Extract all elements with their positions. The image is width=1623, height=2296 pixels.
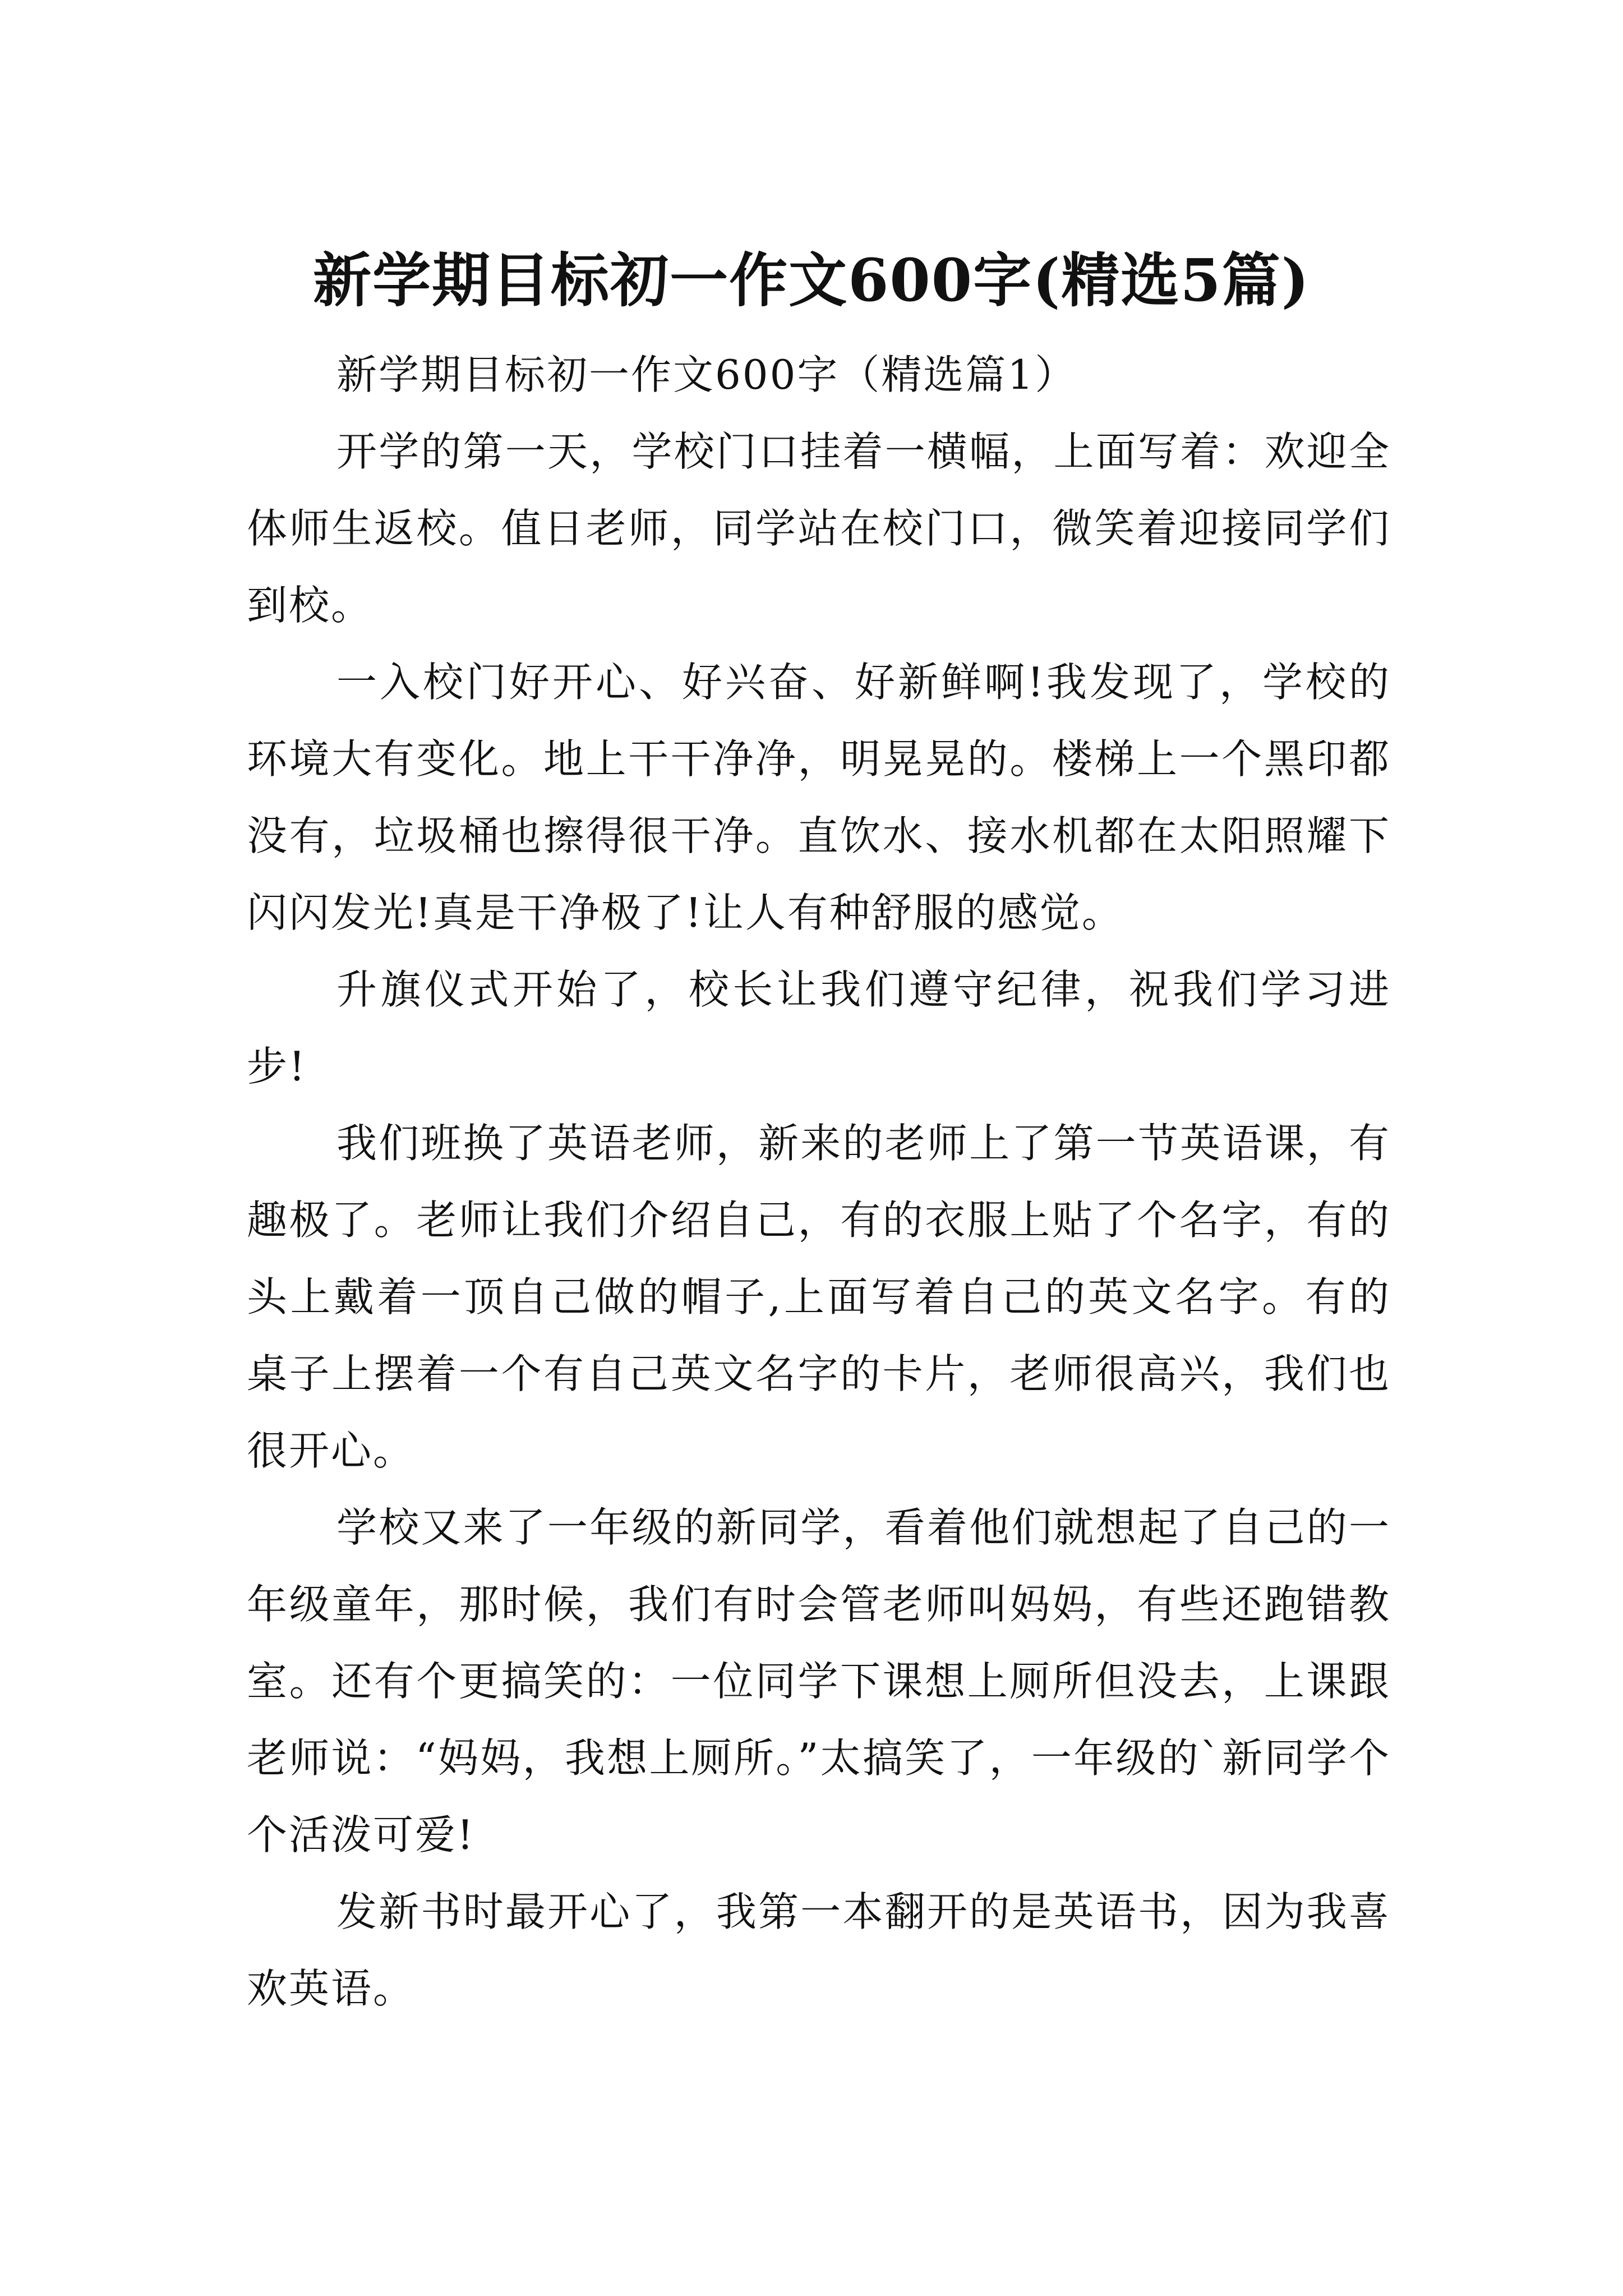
paragraph: 我们班换了英语老师，新来的老师上了第一节英语课，有趣极了。老师让我们介绍自己，有的衣服上贴了个名字，有的头上戴着一顶自己做的帽子,上面写着自己的英文名字。有的桌子上摆着一个有自己英文名字的卡片，老师很高兴，我们也很开心。 [247,1120,1391,1474]
paragraph: 一入校门好开心、好兴奋、好新鲜啊!我发现了，学校的环境大有变化。地上干干净净，明晃晃的。楼梯上一个黑印都没有，垃圾桶也擦得很干净。直饮水、接水机都在太阳照耀下闪闪发光!真是干净极了!让人有种舒服的感觉。 [247,659,1391,936]
document-body [247,337,1391,2027]
section-heading: 新学期目标初一作文600字（精选篇1） [336,351,1077,398]
document-title: 新学期目标初一作文600字(精选5篇) [313,245,1310,315]
paragraph: 学校又来了一年级的新同学，看着他们就想起了自己的一年级童年，那时候，我们有时会管老师叫妈妈，有些还跑错教室。还有个更搞笑的：一位同学下课想上厕所但没去，上课跟老师说：“妈妈，我想上厕所。”太搞笑了，一年级的`新同学个个活泼可爱! [247,1504,1391,1858]
paragraph: 升旗仪式开始了，校长让我们遵守纪律，祝我们学习进步! [247,966,1391,1090]
paragraph: 发新书时最开心了，我第一本翻开的是英语书，因为我喜欢英语。 [247,1888,1391,2012]
paragraph: 开学的第一天，学校门口挂着一横幅，上面写着：欢迎全体师生返校。值日老师，同学站在校门口，微笑着迎接同学们到校。 [247,428,1391,629]
